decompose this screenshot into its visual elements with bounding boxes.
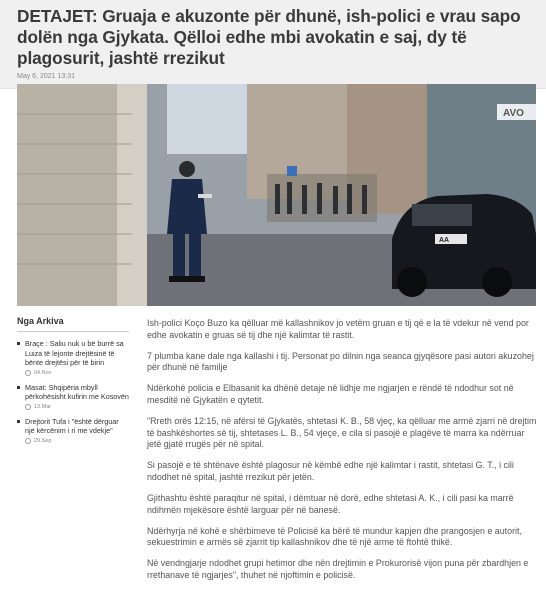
- article-paragraph: "Rreth orës 12:15, në afërsi të Gjykatës, shtetasi K. B., 58 vjeç, ka qëlluar me armë zjarri në drejtim të bashkëshortes së tij, shtetases L. B., 54 vjeçe, e cila si pasojë e plagëve të marra ka ndërruar jetë gjatë rrugës për në spital.: [147, 416, 537, 450]
- archive-item-date: [25, 438, 129, 444]
- headline: DETAJET: Gruaja e akuzonte për dhunë, ish-polici e vrau sapo dolën nga Gjykata. Qëlloi edhe mbi avokatin e saj, dy të plagosurit, jashtë rrezikut: [17, 6, 521, 68]
- article-paragraph: Ish-polici Koço Buzo ka qëlluar më kallashnikov jo vetëm gruan e tij që e la të vdekur në vend por edhe avokatin e gruas së tij dhe një kalimtar të rastit.: [147, 318, 529, 340]
- archive-item[interactable]: [17, 339, 129, 376]
- archive-item-date: [25, 404, 129, 410]
- plate-text: AA: [439, 237, 450, 244]
- clock-icon: [25, 404, 31, 410]
- clock-icon: [25, 438, 31, 444]
- article-header: [0, 0, 546, 89]
- archive-item-title[interactable]: Masat: Shqipëria mbyll përkohësisht kufirin me Kosovën: [25, 382, 129, 401]
- archive-title: Nga Arkiva: [17, 316, 129, 332]
- archive-sidebar: [17, 316, 129, 444]
- article-paragraph: Si pasojë e të shtënave është plagosur në këmbë edhe një kalimtar i rastit, shtetasi G. T., i cili ndodhet në spital, jashtë rrezikut për jetën.: [147, 460, 514, 482]
- article-paragraph: Gjithashtu është paraqitur në spital, i dëmtuar në dorë, edhe shtetasi A. K., i cili pasi ka marrë ndihmën mjekësore është larguar për në banesë.: [147, 493, 514, 515]
- archive-item[interactable]: [17, 383, 129, 410]
- shop-sign-text: AVO: [503, 108, 524, 119]
- archive-item-date-text: 13.Mar: [34, 403, 52, 410]
- archive-item-title[interactable]: Drejtorit Tufa i "është dërguar një kërcënim i ri me vdekje": [25, 416, 119, 435]
- archive-item-date-text: 29.Sep: [34, 437, 52, 444]
- article-paragraph: Në vendngjarje ndodhet grupi hetimor dhe nën drejtimin e Prokurorisë vijon puna për zbardhjen e rrethanave të ngjarjes", thuhet në njoftimin e policisë.: [147, 558, 529, 580]
- article-paragraph: 7 plumba kane dale nga kallashi i tij. Personat po dilnin nga seanca gjyqësore pasi autori akuzohej për dhunë në familje: [147, 350, 534, 373]
- article-photo: [17, 84, 536, 306]
- publish-date: May 6, 2021 13:31: [17, 73, 75, 80]
- article-body: [147, 318, 537, 591]
- archive-item-date-text: 04.Nov: [34, 369, 52, 376]
- archive-item-title[interactable]: Braçe : Saliu nuk u bë burrë sa Luiza të lejonte drejtësinë të bënte drejtësi për të birin: [25, 339, 124, 367]
- archive-item[interactable]: [17, 417, 129, 444]
- archive-item-date: [25, 370, 129, 376]
- article-paragraph: Ndërhyrja në kohë e shërbimeve të Policisë ka bërë të mundur kapjen dhe prangosjen e autorit, sekuestrimin e armës së zjarrit tip kallashnikov dhe të një arme të ftohtë thikë.: [147, 525, 522, 548]
- clock-icon: [25, 370, 31, 376]
- article-paragraph: Ndërkohë policia e Elbasanit ka dhënë detaje në lidhje me ngjarjen e rëndë të ndodhur sot në mesditë në Gjykatën e qytetit.: [147, 383, 514, 405]
